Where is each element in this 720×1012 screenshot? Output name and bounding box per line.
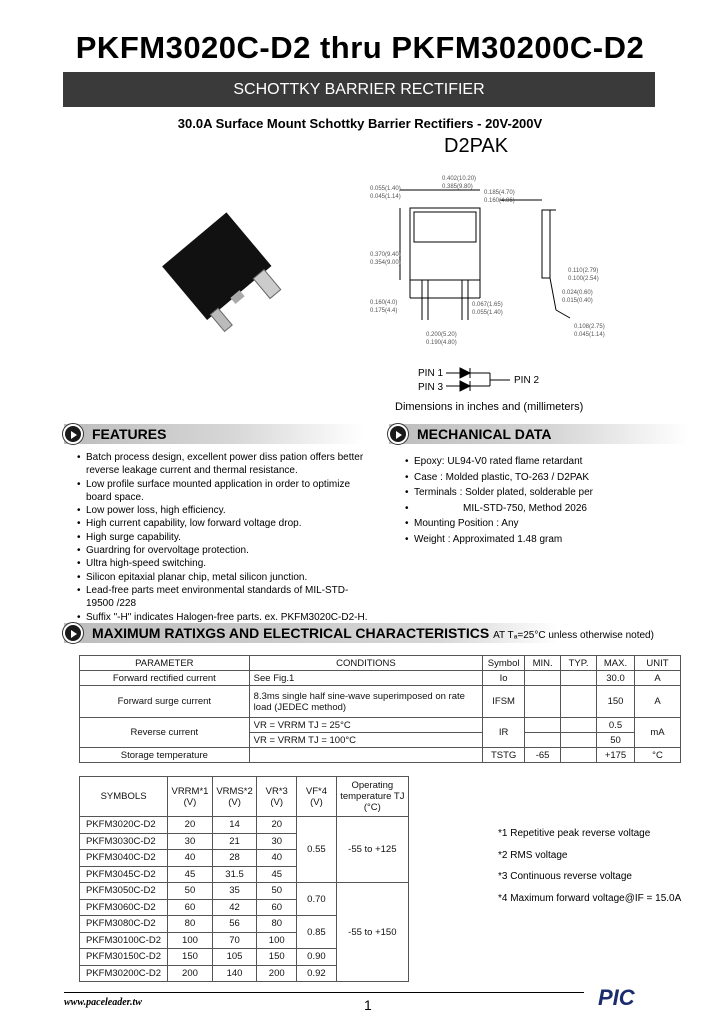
list-item: • Low profile surface mounted application in order to optimize board space.: [75, 478, 375, 505]
table-cell: +175: [597, 748, 635, 763]
vf-cell: 0.55: [297, 817, 337, 883]
list-item: • Silicon epitaxial planar chip, metal silicon junction.: [75, 571, 375, 584]
table-header: MAX.: [597, 656, 635, 671]
table-cell: 30.0: [597, 671, 635, 686]
note-3: *3 Continuous reverse voltage: [498, 871, 632, 882]
table-cell: PKFM3045C-D2: [80, 866, 168, 883]
table-cell: 70: [212, 932, 257, 949]
table-cell: Io: [483, 671, 525, 686]
table-cell: PKFM30100C-D2: [80, 932, 168, 949]
table-cell: VR = VRRM TJ = 25°C: [249, 718, 482, 733]
component-image: [150, 200, 290, 340]
dim-label: 0.370(9.40): [370, 252, 401, 258]
ratings-table: [79, 655, 681, 763]
table-row: [80, 817, 409, 834]
table-cell: Forward surge current: [80, 686, 250, 718]
list-item: • Weight : Approximated 1.48 gram: [403, 532, 703, 548]
table-cell: 45: [257, 866, 297, 883]
mechanical-heading: [389, 424, 689, 444]
list-item: • Low power loss, high efficiency.: [75, 504, 375, 517]
vf-cell: 0.92: [297, 965, 337, 982]
pin1-label: PIN 1: [418, 368, 444, 379]
product-description: 30.0A Surface Mount Schottky Barrier Rectifiers - 20V-200V: [177, 116, 543, 131]
table-cell: IR: [483, 718, 525, 748]
table-cell: 31.5: [212, 866, 257, 883]
table-cell: 100: [257, 932, 297, 949]
table-row: [80, 671, 681, 686]
table-cell: 150: [597, 686, 635, 718]
table-cell: [525, 718, 561, 733]
table-cell: PKFM3030C-D2: [80, 833, 168, 850]
table-header: Operating temperature TJ (°C): [336, 777, 408, 817]
list-item: • Guardring for overvoltage protection.: [75, 544, 375, 557]
dim-label: 0.108(2.75): [574, 324, 605, 330]
subtitle-bar: SCHOTTKY BARRIER RECTIFIER: [63, 72, 655, 107]
symbols-table: [79, 776, 409, 982]
table-cell: -65: [525, 748, 561, 763]
table-cell: 42: [212, 899, 257, 916]
table-row: [80, 883, 409, 900]
symbols-table-body: [80, 817, 409, 982]
table-header: VRRM*1 (V): [168, 777, 213, 817]
table-cell: [561, 748, 597, 763]
dim-label: 0.055(1.40): [370, 186, 401, 192]
table-cell: [525, 733, 561, 748]
table-cell: [561, 686, 597, 718]
table-cell: [561, 718, 597, 733]
table-cell: [561, 733, 597, 748]
pin2-label: PIN 2: [514, 375, 540, 386]
table-cell: 105: [212, 949, 257, 966]
document-title: PKFM3020C-D2 thru PKFM30200C-D2: [75, 30, 645, 65]
list-item: • High surge capability.: [75, 531, 375, 544]
vf-cell: 0.90: [297, 949, 337, 966]
dim-label: 0.385(9.80): [442, 184, 473, 190]
mechanical-heading-text: MECHANICAL DATA: [417, 426, 552, 442]
table-header: MIN.: [525, 656, 561, 671]
list-item: • Epoxy: UL94-V0 rated flame retardant: [403, 454, 703, 470]
dim-label: 0.110(2.79): [568, 268, 599, 274]
table-cell: 30: [257, 833, 297, 850]
table-cell: PKFM3040C-D2: [80, 850, 168, 867]
ratings-note: AT Tₐ=25°C unless otherwise noted): [493, 630, 654, 641]
table-cell: See Fig.1: [249, 671, 482, 686]
dim-label: 0.175(4.4): [370, 308, 398, 314]
table-cell: PKFM3060C-D2: [80, 899, 168, 916]
table-cell: Storage temperature: [80, 748, 250, 763]
dim-label: 0.190(4.80): [426, 340, 457, 346]
table-cell: [249, 748, 482, 763]
table-cell: 60: [257, 899, 297, 916]
vf-cell: 0.85: [297, 916, 337, 949]
temp-cell: -55 to +150: [336, 883, 408, 982]
features-heading: [64, 424, 364, 444]
dim-label: 0.067(1.65): [472, 302, 503, 308]
dim-label: 0.402(10.20): [442, 176, 477, 182]
table-cell: PKFM3080C-D2: [80, 916, 168, 933]
dim-label: 0.160(4.06): [484, 198, 515, 204]
dim-label: 0.045(1.14): [370, 194, 401, 200]
footer-url[interactable]: www.paceleader.tw: [64, 997, 142, 1008]
dim-label: 0.045(1.14): [574, 332, 605, 338]
table-header: VRMS*2 (V): [212, 777, 257, 817]
table-cell: 30: [168, 833, 213, 850]
table-cell: PKFM3020C-D2: [80, 817, 168, 834]
table-cell: 150: [168, 949, 213, 966]
list-item: • Terminals : Solder plated, solderable per: [403, 485, 703, 501]
table-header: CONDITIONS: [249, 656, 482, 671]
dimension-caption: Dimensions in inches and (millimeters): [395, 401, 584, 413]
table-cell: IFSM: [483, 686, 525, 718]
table-cell: Forward rectified current: [80, 671, 250, 686]
dim-label: 0.160(4.0): [370, 300, 398, 306]
list-item: • Batch process design, excellent power diss pation offers better reverse leakage current and thermal resistance.: [75, 451, 375, 478]
ratings-heading-text: MAXIMUM RATIXGS AND ELECTRICAL CHARACTERISTICS: [92, 625, 490, 641]
dim-label: 0.200(5.20): [426, 332, 457, 338]
table-row: [80, 718, 681, 733]
table-row: [80, 748, 681, 763]
table-cell: TSTG: [483, 748, 525, 763]
table-cell: 80: [257, 916, 297, 933]
list-item: • Mounting Position : Any: [403, 516, 703, 532]
table-cell: Reverse current: [80, 718, 250, 748]
table-cell: °C: [635, 748, 681, 763]
table-cell: VR = VRRM TJ = 100°C: [249, 733, 482, 748]
page-number: 1: [364, 997, 372, 1012]
table-cell: [525, 686, 561, 718]
table-cell: 40: [257, 850, 297, 867]
ratings-heading: [64, 623, 684, 643]
table-cell: 200: [257, 965, 297, 982]
arrow-circle-icon: [387, 423, 409, 445]
table-cell: A: [635, 671, 681, 686]
pin3-label: PIN 3: [418, 382, 444, 393]
dim-label: 0.015(0.40): [562, 298, 593, 304]
arrow-circle-icon: [62, 423, 84, 445]
dim-label: 0.354(9.00): [370, 260, 401, 266]
table-cell: 8.3ms single half sine-wave superimposed on rate load (JEDEC method): [249, 686, 482, 718]
list-item: • Suffix "-H" indicates Halogen-free parts. ex. PKFM3020C-D2-H.: [75, 611, 375, 624]
table-cell: 0.5: [597, 718, 635, 733]
dim-label: 0.185(4.70): [484, 190, 515, 196]
table-cell: 50: [257, 883, 297, 900]
dim-label: 0.055(1.40): [472, 310, 503, 316]
pic-logo: [596, 986, 676, 1008]
temp-cell: -55 to +125: [336, 817, 408, 883]
table-cell: 150: [257, 949, 297, 966]
table-header: VR*3 (V): [257, 777, 297, 817]
table-header: SYMBOLS: [80, 777, 168, 817]
table-cell: [525, 671, 561, 686]
features-heading-text: FEATURES: [92, 426, 167, 442]
note-1: *1 Repetitive peak reverse voltage: [498, 828, 651, 839]
table-cell: PKFM30200C-D2: [80, 965, 168, 982]
table-cell: 28: [212, 850, 257, 867]
table-cell: 50: [168, 883, 213, 900]
table-cell: 60: [168, 899, 213, 916]
table-cell: 80: [168, 916, 213, 933]
note-2: *2 RMS voltage: [498, 850, 568, 861]
list-item: • Case : Molded plastic, TO-263 / D2PAK: [403, 470, 703, 486]
list-item: • High current capability, low forward voltage drop.: [75, 517, 375, 530]
table-cell: 140: [212, 965, 257, 982]
outline-drawing: [360, 170, 620, 400]
list-item: • MIL-STD-750, Method 2026: [403, 501, 703, 517]
table-cell: 50: [597, 733, 635, 748]
table-header: VF*4 (V): [297, 777, 337, 817]
package-name: D2PAK: [444, 135, 509, 157]
mechanical-list: [403, 454, 703, 547]
table-header: TYP.: [561, 656, 597, 671]
logo-text: PIC: [598, 986, 635, 1008]
table-cell: 40: [168, 850, 213, 867]
table-cell: 20: [168, 817, 213, 834]
note-4: *4 Maximum forward voltage@IF = 15.0A: [498, 893, 682, 904]
table-cell: 100: [168, 932, 213, 949]
table-cell: 35: [212, 883, 257, 900]
dim-label: 0.100(2.54): [568, 276, 599, 282]
table-cell: 21: [212, 833, 257, 850]
table-cell: PKFM3050C-D2: [80, 883, 168, 900]
table-cell: [561, 671, 597, 686]
list-item: • Ultra high-speed switching.: [75, 557, 375, 570]
list-item: • Lead-free parts meet environmental standards of MIL-STD-19500 /228: [75, 584, 375, 611]
table-header: UNIT: [635, 656, 681, 671]
arrow-circle-icon: [62, 622, 84, 644]
features-list: [75, 451, 375, 624]
table-cell: A: [635, 686, 681, 718]
table-cell: 14: [212, 817, 257, 834]
table-cell: 200: [168, 965, 213, 982]
footer-divider: [64, 992, 584, 993]
dim-label: 0.024(0.60): [562, 290, 593, 296]
vf-cell: 0.70: [297, 883, 337, 916]
table-cell: 45: [168, 866, 213, 883]
table-cell: PKFM30150C-D2: [80, 949, 168, 966]
table-cell: 20: [257, 817, 297, 834]
table-header: Symbol: [483, 656, 525, 671]
table-cell: mA: [635, 718, 681, 748]
table-cell: 56: [212, 916, 257, 933]
table-header: PARAMETER: [80, 656, 250, 671]
table-row: [80, 686, 681, 718]
